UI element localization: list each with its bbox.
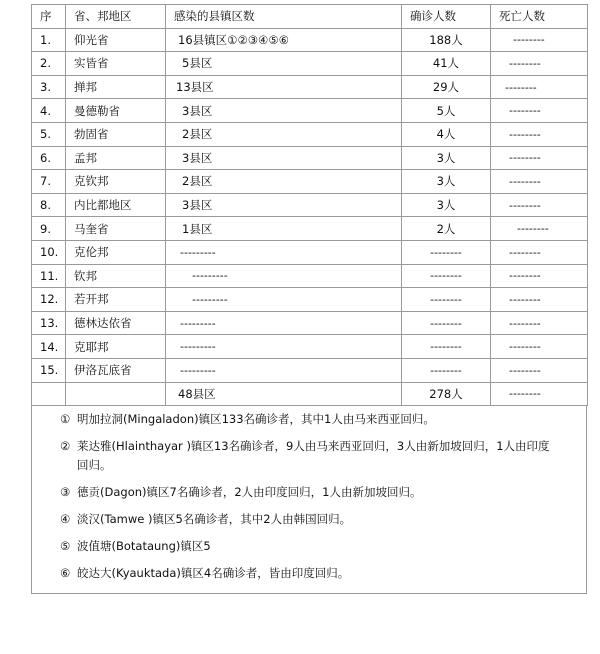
cell-index: 4. bbox=[32, 99, 66, 123]
total-districts: 48县区 bbox=[166, 382, 402, 406]
table-row bbox=[32, 52, 588, 76]
cell-deaths: -------- bbox=[491, 122, 588, 146]
footnote-text: 淡汉(Tamwe )镇区5名确诊者，其中2人由韩国回归。 bbox=[77, 512, 352, 527]
table-row bbox=[32, 146, 588, 170]
cell-confirmed: 2人 bbox=[402, 217, 491, 241]
header-districts: 感染的县镇区数 bbox=[166, 5, 402, 29]
table-row bbox=[32, 335, 588, 359]
cell-index: 14. bbox=[32, 335, 66, 359]
header-province: 省、邦地区 bbox=[66, 5, 166, 29]
cell-province: 克耶邦 bbox=[66, 335, 166, 359]
table-row bbox=[32, 99, 588, 123]
total-confirmed: 278人 bbox=[402, 382, 491, 406]
cell-deaths: -------- bbox=[491, 288, 588, 312]
cell-districts: 13县区 bbox=[166, 75, 402, 99]
cell-districts: 5县区 bbox=[166, 52, 402, 76]
footnote-text bbox=[60, 437, 576, 475]
cell-province: 内比都地区 bbox=[66, 193, 166, 217]
header-confirmed: 确诊人数 bbox=[402, 5, 491, 29]
covid-stats-table bbox=[31, 4, 588, 406]
footnote-text: 皎达大(Kyauktada)镇区4名确诊者，皆由印度回归。 bbox=[77, 566, 350, 581]
cell-districts: 3县区 bbox=[166, 193, 402, 217]
cell-province: 实皆省 bbox=[66, 52, 166, 76]
table-row bbox=[32, 122, 588, 146]
footnote-2 bbox=[32, 437, 586, 475]
table-row bbox=[32, 264, 588, 288]
cell-confirmed: -------- bbox=[402, 288, 491, 312]
cell-districts: --------- bbox=[166, 264, 402, 288]
cell-deaths: -------- bbox=[491, 335, 588, 359]
report-sheet bbox=[31, 4, 587, 650]
cell-confirmed: 188人 bbox=[402, 28, 491, 52]
cell-province: 克钦邦 bbox=[66, 170, 166, 194]
footnote-marker: ① bbox=[60, 412, 71, 427]
table-row bbox=[32, 170, 588, 194]
cell-province: 钦邦 bbox=[66, 264, 166, 288]
footnote-text: 德贡(Dagon)镇区7名确诊者，2人由印度回归，1人由新加坡回归。 bbox=[77, 485, 422, 500]
cell-province: 掸邦 bbox=[66, 75, 166, 99]
table-row bbox=[32, 288, 588, 312]
table-row bbox=[32, 28, 588, 52]
cell-confirmed: -------- bbox=[402, 240, 491, 264]
total-deaths: -------- bbox=[491, 382, 588, 406]
cell-confirmed: -------- bbox=[402, 335, 491, 359]
footnotes bbox=[31, 406, 587, 594]
cell-index: 9. bbox=[32, 217, 66, 241]
footnote-4 bbox=[32, 510, 586, 529]
footnote-text: 波值塘(Botataung)镇区5 bbox=[77, 539, 211, 554]
cell-deaths: -------- bbox=[491, 240, 588, 264]
table-row bbox=[32, 75, 588, 99]
cell-confirmed: -------- bbox=[402, 311, 491, 335]
cell-deaths: -------- bbox=[491, 28, 588, 52]
cell-districts: 1县区 bbox=[166, 217, 402, 241]
cell-province: 孟邦 bbox=[66, 146, 166, 170]
header-deaths: 死亡人数 bbox=[491, 5, 588, 29]
table-header-row bbox=[32, 5, 588, 29]
table-row bbox=[32, 311, 588, 335]
cell-deaths: -------- bbox=[491, 358, 588, 382]
cell-confirmed: 3人 bbox=[402, 146, 491, 170]
cell-districts: 2县区 bbox=[166, 170, 402, 194]
footnote-text: 明加拉洞(Mingaladon)镇区133名确诊者，其中1人由马来西亚回归。 bbox=[77, 412, 435, 427]
footnote-3 bbox=[32, 483, 586, 502]
cell-deaths: -------- bbox=[491, 193, 588, 217]
cell-deaths: -------- bbox=[491, 146, 588, 170]
table-total-row bbox=[32, 382, 588, 406]
cell-index: 13. bbox=[32, 311, 66, 335]
cell-deaths: -------- bbox=[491, 311, 588, 335]
cell-deaths: -------- bbox=[491, 217, 588, 241]
footnote-marker: ⑥ bbox=[60, 566, 71, 581]
cell-index: 10. bbox=[32, 240, 66, 264]
cell-index: 2. bbox=[32, 52, 66, 76]
cell-province: 德林达依省 bbox=[66, 311, 166, 335]
cell-province: 马奎省 bbox=[66, 217, 166, 241]
table-body bbox=[32, 28, 588, 406]
cell-index: 12. bbox=[32, 288, 66, 312]
table-row bbox=[32, 193, 588, 217]
cell-districts: --------- bbox=[166, 288, 402, 312]
cell-province: 勃固省 bbox=[66, 122, 166, 146]
cell-confirmed: 5人 bbox=[402, 99, 491, 123]
footnote-1 bbox=[32, 410, 586, 429]
cell-index: 8. bbox=[32, 193, 66, 217]
table-row bbox=[32, 358, 588, 382]
cell-deaths: -------- bbox=[491, 99, 588, 123]
cell-districts: --------- bbox=[166, 335, 402, 359]
cell-index: 3. bbox=[32, 75, 66, 99]
cell-index: 5. bbox=[32, 122, 66, 146]
cell-confirmed: 3人 bbox=[402, 193, 491, 217]
header-index: 序 bbox=[32, 5, 66, 29]
cell-confirmed: 3人 bbox=[402, 170, 491, 194]
table-row bbox=[32, 240, 588, 264]
cell-index: 11. bbox=[32, 264, 66, 288]
footnote-5 bbox=[32, 537, 586, 556]
cell-deaths: -------- bbox=[491, 264, 588, 288]
cell-districts: 16县镇区①②③④⑤⑥ bbox=[166, 28, 402, 52]
cell-deaths: -------- bbox=[491, 75, 588, 99]
cell-districts: --------- bbox=[166, 240, 402, 264]
cell-province: 若开邦 bbox=[66, 288, 166, 312]
cell-province: 仰光省 bbox=[66, 28, 166, 52]
footnote-marker: ③ bbox=[60, 485, 71, 500]
cell-districts: --------- bbox=[166, 311, 402, 335]
cell-index: 7. bbox=[32, 170, 66, 194]
footnote-text-line1: 莱达雅(Hlainthayar )镇区13名确诊者，9人由马来西亚回归，3人由新加坡回归，1人由印度 bbox=[77, 439, 550, 454]
footnote-text-line2: 回归。 bbox=[77, 458, 112, 473]
cell-index: 1. bbox=[32, 28, 66, 52]
cell-districts: 3县区 bbox=[166, 146, 402, 170]
footnote-marker: ② bbox=[60, 439, 71, 454]
cell-province: 克伦邦 bbox=[66, 240, 166, 264]
cell-province: 曼德勒省 bbox=[66, 99, 166, 123]
cell-districts: --------- bbox=[166, 358, 402, 382]
cell-index: 15. bbox=[32, 358, 66, 382]
cell-confirmed: 4人 bbox=[402, 122, 491, 146]
cell-confirmed: 29人 bbox=[402, 75, 491, 99]
table-row bbox=[32, 217, 588, 241]
footnote-marker: ④ bbox=[60, 512, 71, 527]
cell-districts: 3县区 bbox=[166, 99, 402, 123]
footnote-6 bbox=[32, 564, 586, 583]
cell-confirmed: -------- bbox=[402, 264, 491, 288]
cell-confirmed: 41人 bbox=[402, 52, 491, 76]
cell-province: 伊洛瓦底省 bbox=[66, 358, 166, 382]
footnote-marker: ⑤ bbox=[60, 539, 71, 554]
cell-deaths: -------- bbox=[491, 170, 588, 194]
cell-index-empty bbox=[32, 382, 66, 406]
cell-districts: 2县区 bbox=[166, 122, 402, 146]
cell-confirmed: -------- bbox=[402, 358, 491, 382]
cell-index: 6. bbox=[32, 146, 66, 170]
cell-province-empty bbox=[66, 382, 166, 406]
cell-deaths: -------- bbox=[491, 52, 588, 76]
